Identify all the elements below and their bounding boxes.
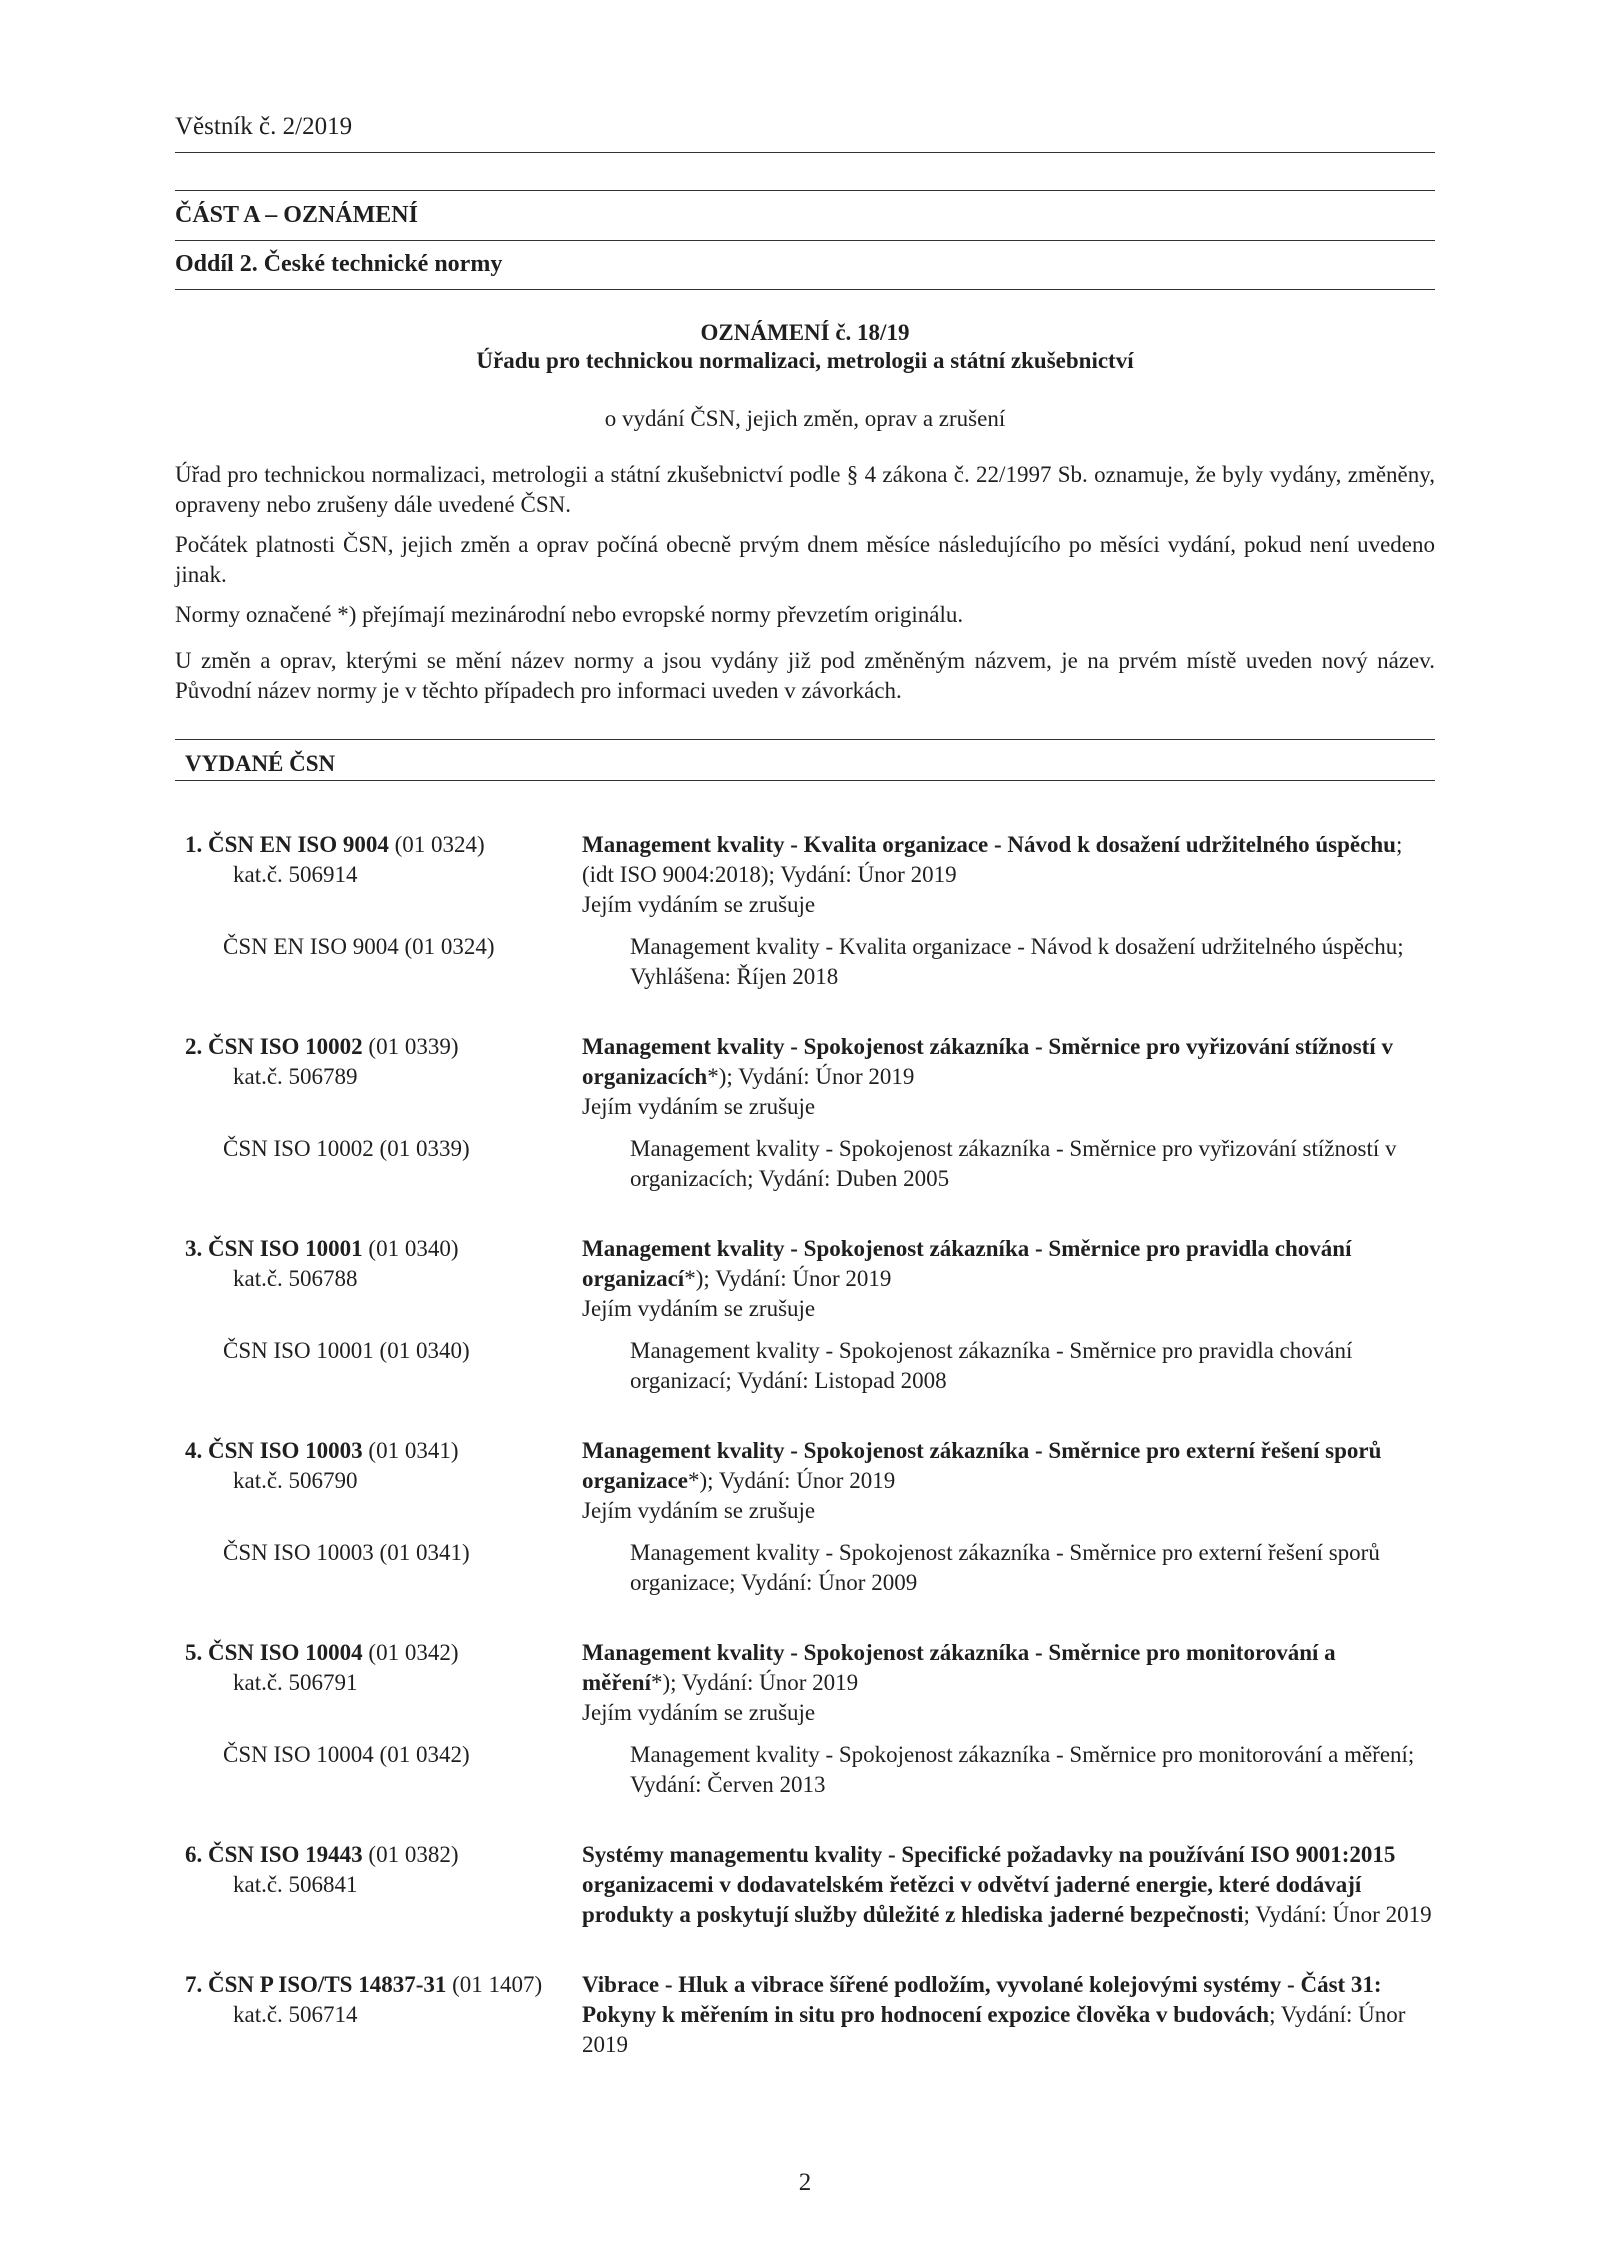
- entry-class: (01 0339): [368, 1034, 459, 1059]
- paragraph: Počátek platnosti ČSN, jejich změn a oprav počíná obecně prvým dnem měsíce následujícího po měsíci vydání, pokud není uvedeno jinak.: [175, 532, 1435, 587]
- entry-identifier: [175, 1840, 582, 1930]
- entry-catalog-number: kat.č. 506791: [233, 1670, 358, 1695]
- entry-title-bold: Management kvality - Spokojenost zákazníka - Směrnice pro monitorování a měření: [582, 1640, 1336, 1695]
- entry-title: [582, 1840, 1435, 1930]
- entry-title-rest: *); Vydání: Únor 2019: [650, 1670, 859, 1695]
- notice-office: Úřadu pro technickou normalizaci, metrologii a státní zkušebnictví: [476, 348, 1134, 373]
- entry-identifier: [175, 1638, 582, 1728]
- section-title: ČÁST A – OZNÁMENÍ: [175, 202, 418, 228]
- entry-title: [582, 1234, 1435, 1324]
- replaced-code: ČSN EN ISO 9004 (01 0324): [223, 934, 495, 959]
- standard-entry: [175, 1234, 1435, 1396]
- entry-replaced-row: [175, 1134, 1435, 1194]
- entry-code: ČSN ISO 19443: [208, 1842, 363, 1867]
- entry-title-bold: Vibrace - Hluk a vibrace šířené podložím, vyvolané kolejovými systémy - Část 31: Pokyny k měřením in situ pro hodnocení expozice člověka v budovách: [582, 1972, 1382, 2027]
- entry-catalog-number: kat.č. 506841: [233, 1872, 358, 1897]
- standard-entry: [175, 1436, 1435, 1598]
- document-page: [175, 0, 1435, 2263]
- standard-entry: [175, 1032, 1435, 1194]
- entry-title-rest: ; Vydání: Únor 2019: [582, 2002, 1406, 2057]
- divider: [175, 240, 1435, 241]
- entry-number: 7.: [185, 1972, 203, 1997]
- divider: [175, 780, 1435, 781]
- standard-entry: [175, 1970, 1435, 2060]
- replaced-title: Management kvality - Kvalita organizace - Návod k dosažení udržitelného úspěchu; Vyhlášena: Říjen 2018: [630, 934, 1404, 989]
- entry-main-row: [175, 1032, 1435, 1122]
- replaced-code: ČSN ISO 10002 (01 0339): [223, 1136, 470, 1161]
- replaced-title: Management kvality - Spokojenost zákazníka - Směrnice pro vyřizování stížností v organizacích; Vydání: Duben 2005: [630, 1136, 1397, 1191]
- entry-cancels-note: Jejím vydáním se zrušuje: [582, 1296, 816, 1321]
- entry-number: 2.: [185, 1034, 203, 1059]
- entry-main-row: [175, 1840, 1435, 1930]
- entry-code: ČSN P ISO/TS 14837-31: [208, 1972, 447, 1997]
- entry-class: (01 0341): [368, 1438, 459, 1463]
- subsection-title: Oddíl 2. České technické normy: [175, 251, 503, 277]
- entry-title: [582, 830, 1435, 920]
- paragraph: Normy označené *) přejímají mezinárodní nebo evropské normy převzetím originálu.: [175, 602, 964, 627]
- standard-entry: [175, 1840, 1435, 1930]
- entry-number: 5.: [185, 1640, 203, 1665]
- entry-class: (01 1407): [452, 1972, 543, 1997]
- divider: [175, 289, 1435, 290]
- entry-class: (01 0340): [368, 1236, 459, 1261]
- entry-code: ČSN ISO 10003: [208, 1438, 363, 1463]
- replaced-title: Management kvality - Spokojenost zákazníka - Směrnice pro externí řešení sporů organizace; Vydání: Únor 2009: [630, 1540, 1380, 1595]
- entry-main-row: [175, 1436, 1435, 1526]
- entry-title-bold: Management kvality - Spokojenost zákazníka - Směrnice pro pravidla chování organizací: [582, 1236, 1352, 1291]
- entry-title: [582, 1032, 1435, 1122]
- entry-title-bold: Management kvality - Spokojenost zákazníka - Směrnice pro vyřizování stížností v organizacích: [582, 1034, 1393, 1089]
- standard-entry: [175, 1638, 1435, 1800]
- entry-main-row: [175, 1638, 1435, 1728]
- entry-title-rest: *); Vydání: Únor 2019: [707, 1064, 915, 1089]
- vydane-heading: VYDANÉ ČSN: [185, 751, 336, 776]
- entry-code: ČSN ISO 10001: [208, 1236, 363, 1261]
- paragraph: U změn a oprav, kterými se mění název normy a jsou vydány již pod změněným názvem, je na prvém místě uveden nový název. Původní název normy je v těchto případech pro informaci uveden v závorkách.: [175, 648, 1435, 703]
- entry-catalog-number: kat.č. 506914: [233, 862, 358, 887]
- entry-replaced-row: [175, 1336, 1435, 1396]
- entry-number: 3.: [185, 1236, 203, 1261]
- entry-cancels-note: Jejím vydáním se zrušuje: [582, 1700, 816, 1725]
- entry-title-rest: *); Vydání: Únor 2019: [684, 1266, 892, 1291]
- entry-catalog-number: kat.č. 506790: [233, 1468, 358, 1493]
- entry-title-bold: Systémy managementu kvality - Specifické požadavky na používání ISO 9001:2015 organizacemi v dodavatelském řetězci v odvětví jaderné energie, které dodávají produkty a poskytují služby důležité z hlediska jaderné bezpečnosti: [582, 1842, 1396, 1927]
- entry-replaced-row: [175, 1538, 1435, 1598]
- entry-class: (01 0342): [368, 1640, 459, 1665]
- entry-number: 6.: [185, 1842, 203, 1867]
- paragraph: Úřad pro technickou normalizaci, metrologii a státní zkušebnictví podle § 4 zákona č. 22/1997 Sb. oznamuje, že byly vydány, změněny, opraveny nebo zrušeny dále uvedené ČSN.: [175, 462, 1435, 517]
- entry-main-row: [175, 1234, 1435, 1324]
- entry-title-rest: *); Vydání: Únor 2019: [688, 1468, 896, 1493]
- standards-list: [175, 830, 1435, 2100]
- entry-cancels-note: Jejím vydáním se zrušuje: [582, 1094, 816, 1119]
- entry-class: (01 0382): [368, 1842, 459, 1867]
- notice-subject: o vydání ČSN, jejich změn, oprav a zrušení: [604, 406, 1006, 431]
- entry-identifier: [175, 1970, 582, 2060]
- entry-number: 4.: [185, 1438, 203, 1463]
- entry-code: ČSN ISO 10002: [208, 1034, 363, 1059]
- entry-title-rest: ; Vydání: Únor 2019: [1243, 1902, 1432, 1927]
- entry-catalog-number: kat.č. 506789: [233, 1064, 358, 1089]
- entry-title-rest: ; (idt ISO 9004:2018); Vydání: Únor 2019: [582, 832, 1403, 887]
- entry-replaced-row: [175, 1740, 1435, 1800]
- entry-main-row: [175, 1970, 1435, 2060]
- entry-title: [582, 1638, 1435, 1728]
- divider: [175, 739, 1435, 740]
- journal-header-title: Věstník č. 2/2019: [175, 113, 353, 140]
- entry-number: 1.: [185, 832, 203, 857]
- replaced-title: Management kvality - Spokojenost zákazníka - Směrnice pro pravidla chování organizací; Vydání: Listopad 2008: [630, 1338, 1353, 1393]
- entry-replaced-row: [175, 932, 1435, 992]
- divider: [175, 190, 1435, 191]
- entry-code: ČSN EN ISO 9004: [208, 832, 389, 857]
- entry-identifier: [175, 830, 582, 920]
- standard-entry: [175, 830, 1435, 992]
- entry-title-bold: Management kvality - Spokojenost zákazníka - Směrnice pro externí řešení sporů organizace: [582, 1438, 1382, 1493]
- entry-catalog-number: kat.č. 506788: [233, 1266, 358, 1291]
- entry-title-bold: Management kvality - Kvalita organizace - Návod k dosažení udržitelného úspěchu: [582, 832, 1396, 857]
- divider: [175, 152, 1435, 153]
- entry-main-row: [175, 830, 1435, 920]
- entry-title: [582, 1436, 1435, 1526]
- entry-code: ČSN ISO 10004: [208, 1640, 363, 1665]
- entry-identifier: [175, 1032, 582, 1122]
- entry-identifier: [175, 1234, 582, 1324]
- entry-cancels-note: Jejím vydáním se zrušuje: [582, 1498, 816, 1523]
- entry-class: (01 0324): [394, 832, 485, 857]
- page-number: 2: [798, 2169, 812, 2196]
- entry-catalog-number: kat.č. 506714: [233, 2002, 358, 2027]
- entry-title: [582, 1970, 1435, 2060]
- notice-number: OZNÁMENÍ č. 18/19: [700, 320, 910, 345]
- replaced-code: ČSN ISO 10004 (01 0342): [223, 1742, 470, 1767]
- replaced-title: Management kvality - Spokojenost zákazníka - Směrnice pro monitorování a měření; Vydání: Červen 2013: [630, 1742, 1415, 1797]
- replaced-code: ČSN ISO 10003 (01 0341): [223, 1540, 470, 1565]
- entry-identifier: [175, 1436, 582, 1526]
- entry-cancels-note: Jejím vydáním se zrušuje: [582, 892, 816, 917]
- replaced-code: ČSN ISO 10001 (01 0340): [223, 1338, 470, 1363]
